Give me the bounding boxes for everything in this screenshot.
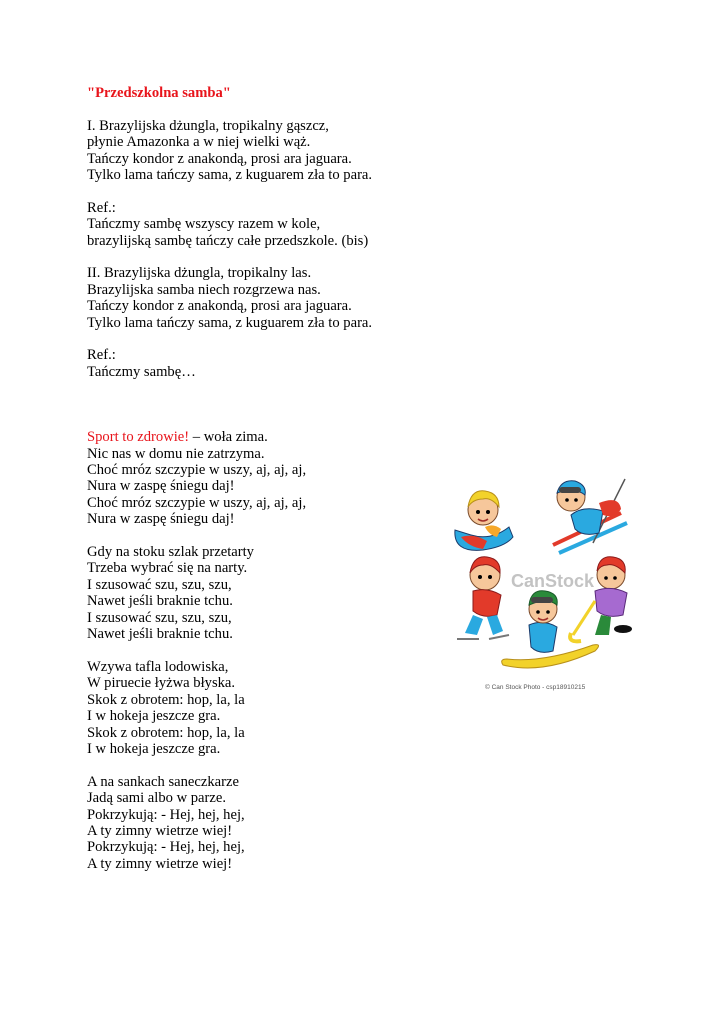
verse-line: Skok z obrotem: hop, la, la (87, 724, 245, 741)
verse-line: I szusować szu, szu, szu, (87, 609, 232, 626)
sport-exclamation: Sport to zdrowie! (87, 429, 190, 446)
verse-2 (87, 265, 447, 331)
winter-sports-illustration (443, 475, 643, 697)
sledding-kid-figure (455, 491, 513, 551)
verse-line: Nic nas w domu nie zatrzyma. (87, 445, 265, 462)
snowboarding-kid-figure (502, 591, 599, 668)
refrain-line: brazylijską sambę tańczy całe przedszkole. (bis) (87, 232, 369, 249)
verse-line: Nura w zaspę śniegu daj! (87, 511, 235, 528)
verse-line: Tylko lama tańczy sama, z kuguarem zła to para. (87, 314, 373, 331)
verse-line: płynie Amazonka a w niej wielki wąż. (87, 134, 311, 151)
verse-line: Trzeba wybrać się na narty. (87, 560, 248, 577)
verse-line: A na sankach saneczkarze (87, 773, 239, 790)
verse-line: W piruecie łyżwa błyska. (87, 675, 236, 692)
verse-line: Jadą sami albo w parze. (87, 790, 226, 807)
refrain-line: Tańczmy sambę wszyscy razem w kole, (87, 216, 321, 233)
verse-line: Pokrzykują: - Hej, hej, hej, (87, 806, 245, 823)
winter-song-verse-3 (87, 659, 447, 757)
song-title: "Przedszkolna samba" (87, 85, 231, 101)
verse-line: Choć mróz szczypie w uszy, aj, aj, aj, (87, 494, 307, 511)
verse-line: I w hokeja jeszcze gra. (87, 708, 221, 725)
verse-line: Choć mróz szczypie w uszy, aj, aj, aj, (87, 462, 307, 479)
document-text (87, 85, 447, 872)
verse-line: Gdy na stoku szlak przetarty (87, 544, 254, 561)
verse-line: II. Brazylijska dżungla, tropikalny las. (87, 265, 312, 282)
verse-line: Wzywa tafla lodowiska, (87, 658, 229, 675)
refrain-1 (87, 200, 447, 249)
verse-line: Nura w zaspę śniegu daj! (87, 478, 235, 495)
winter-song-opening-line (87, 429, 447, 445)
verse-line: Nawet jeśli braknie tchu. (87, 593, 233, 610)
winter-song-verse-2 (87, 544, 447, 642)
verse-line: Tańczy kondor z anakondą, prosi ara jaguara. (87, 150, 352, 167)
verse-line: I w hokeja jeszcze gra. (87, 740, 221, 757)
verse-line: A ty zimny wietrze wiej! (87, 822, 233, 839)
verse-line: Brazylijska samba niech rozgrzewa nas. (87, 281, 321, 298)
opening-line-rest: – woła zima. (189, 429, 268, 446)
image-credit: © Can Stock Photo - csp18910215 (485, 684, 586, 691)
winter-song-verse-1 (87, 429, 447, 527)
verse-line: A ty zimny wietrze wiej! (87, 855, 233, 872)
watermark-text: CanStock (511, 571, 595, 591)
verse-line: I. Brazylijska dżungla, tropikalny gąszcz, (87, 117, 329, 134)
verse-line: Skok z obrotem: hop, la, la (87, 691, 245, 708)
refrain-2 (87, 347, 447, 380)
verse-line: Pokrzykują: - Hej, hej, hej, (87, 839, 245, 856)
winter-song-verse-4 (87, 774, 447, 872)
verse-line: Tańczy kondor z anakondą, prosi ara jaguara. (87, 298, 352, 315)
verse-line: I szusować szu, szu, szu, (87, 576, 232, 593)
verse-line: Nawet jeśli braknie tchu. (87, 626, 233, 643)
refrain-label: Ref.: (87, 199, 116, 216)
refrain-label: Ref.: (87, 347, 116, 364)
refrain-line: Tańczmy sambę… (87, 363, 196, 380)
hockey-kid-figure (570, 557, 632, 642)
skating-kid-figure (457, 557, 509, 639)
skiing-kid-figure (553, 479, 627, 553)
verse-line: Tylko lama tańczy sama, z kuguarem zła to para. (87, 167, 373, 184)
verse-1 (87, 118, 447, 184)
